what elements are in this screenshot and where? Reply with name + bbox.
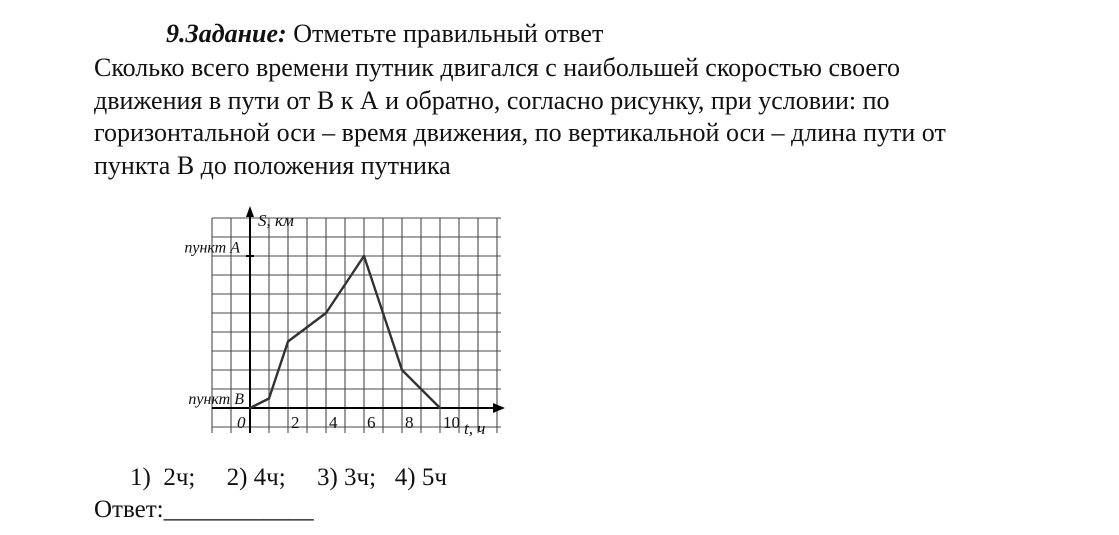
path-point	[287, 340, 289, 342]
path-point	[401, 369, 403, 371]
y-axis-arrow	[246, 206, 254, 217]
path-point	[268, 397, 270, 399]
path-point	[439, 407, 441, 409]
answer-blank[interactable]: ____________	[163, 496, 314, 523]
question-line: горизонтальной оси – время движения, по вертикальной оси – длина пути от	[94, 118, 946, 147]
x-tick-label: 10	[443, 413, 460, 432]
answer-options: 1) 2ч; 2) 4ч; 3) 3ч; 4) 5ч	[130, 464, 447, 491]
answer-line	[94, 495, 314, 525]
point-b-label: пункт B	[188, 391, 244, 408]
x-axis-label: t, ч	[464, 419, 486, 438]
x-tick-label: 6	[367, 413, 376, 432]
y-axis-label: S, км	[258, 211, 294, 230]
path-point	[363, 255, 365, 257]
x-tick-label: 4	[329, 413, 338, 432]
grid	[212, 218, 501, 433]
point-a-label: пункт A	[184, 239, 240, 257]
task-number: 9.Задание:	[166, 19, 287, 48]
question-line: пункта В до положения путника	[94, 150, 451, 180]
path-point	[306, 326, 308, 328]
answer-label: Ответ:	[94, 496, 164, 523]
question-line: Сколько всего времени путник двигался с наибольшей скоростью своего	[94, 53, 900, 82]
x-tick-label: 2	[291, 413, 300, 432]
axes	[212, 206, 505, 433]
task-instruction: Отметьте правильный ответ	[293, 19, 604, 48]
x-tick-label: 0	[237, 413, 246, 432]
x-tick-label: 8	[405, 413, 414, 432]
x-axis-arrow	[493, 403, 505, 413]
path-point	[249, 407, 251, 409]
question-line: движения в пути от В к А и обратно, согласно рисунку, при условии: по	[94, 85, 890, 115]
path-point	[325, 312, 327, 314]
